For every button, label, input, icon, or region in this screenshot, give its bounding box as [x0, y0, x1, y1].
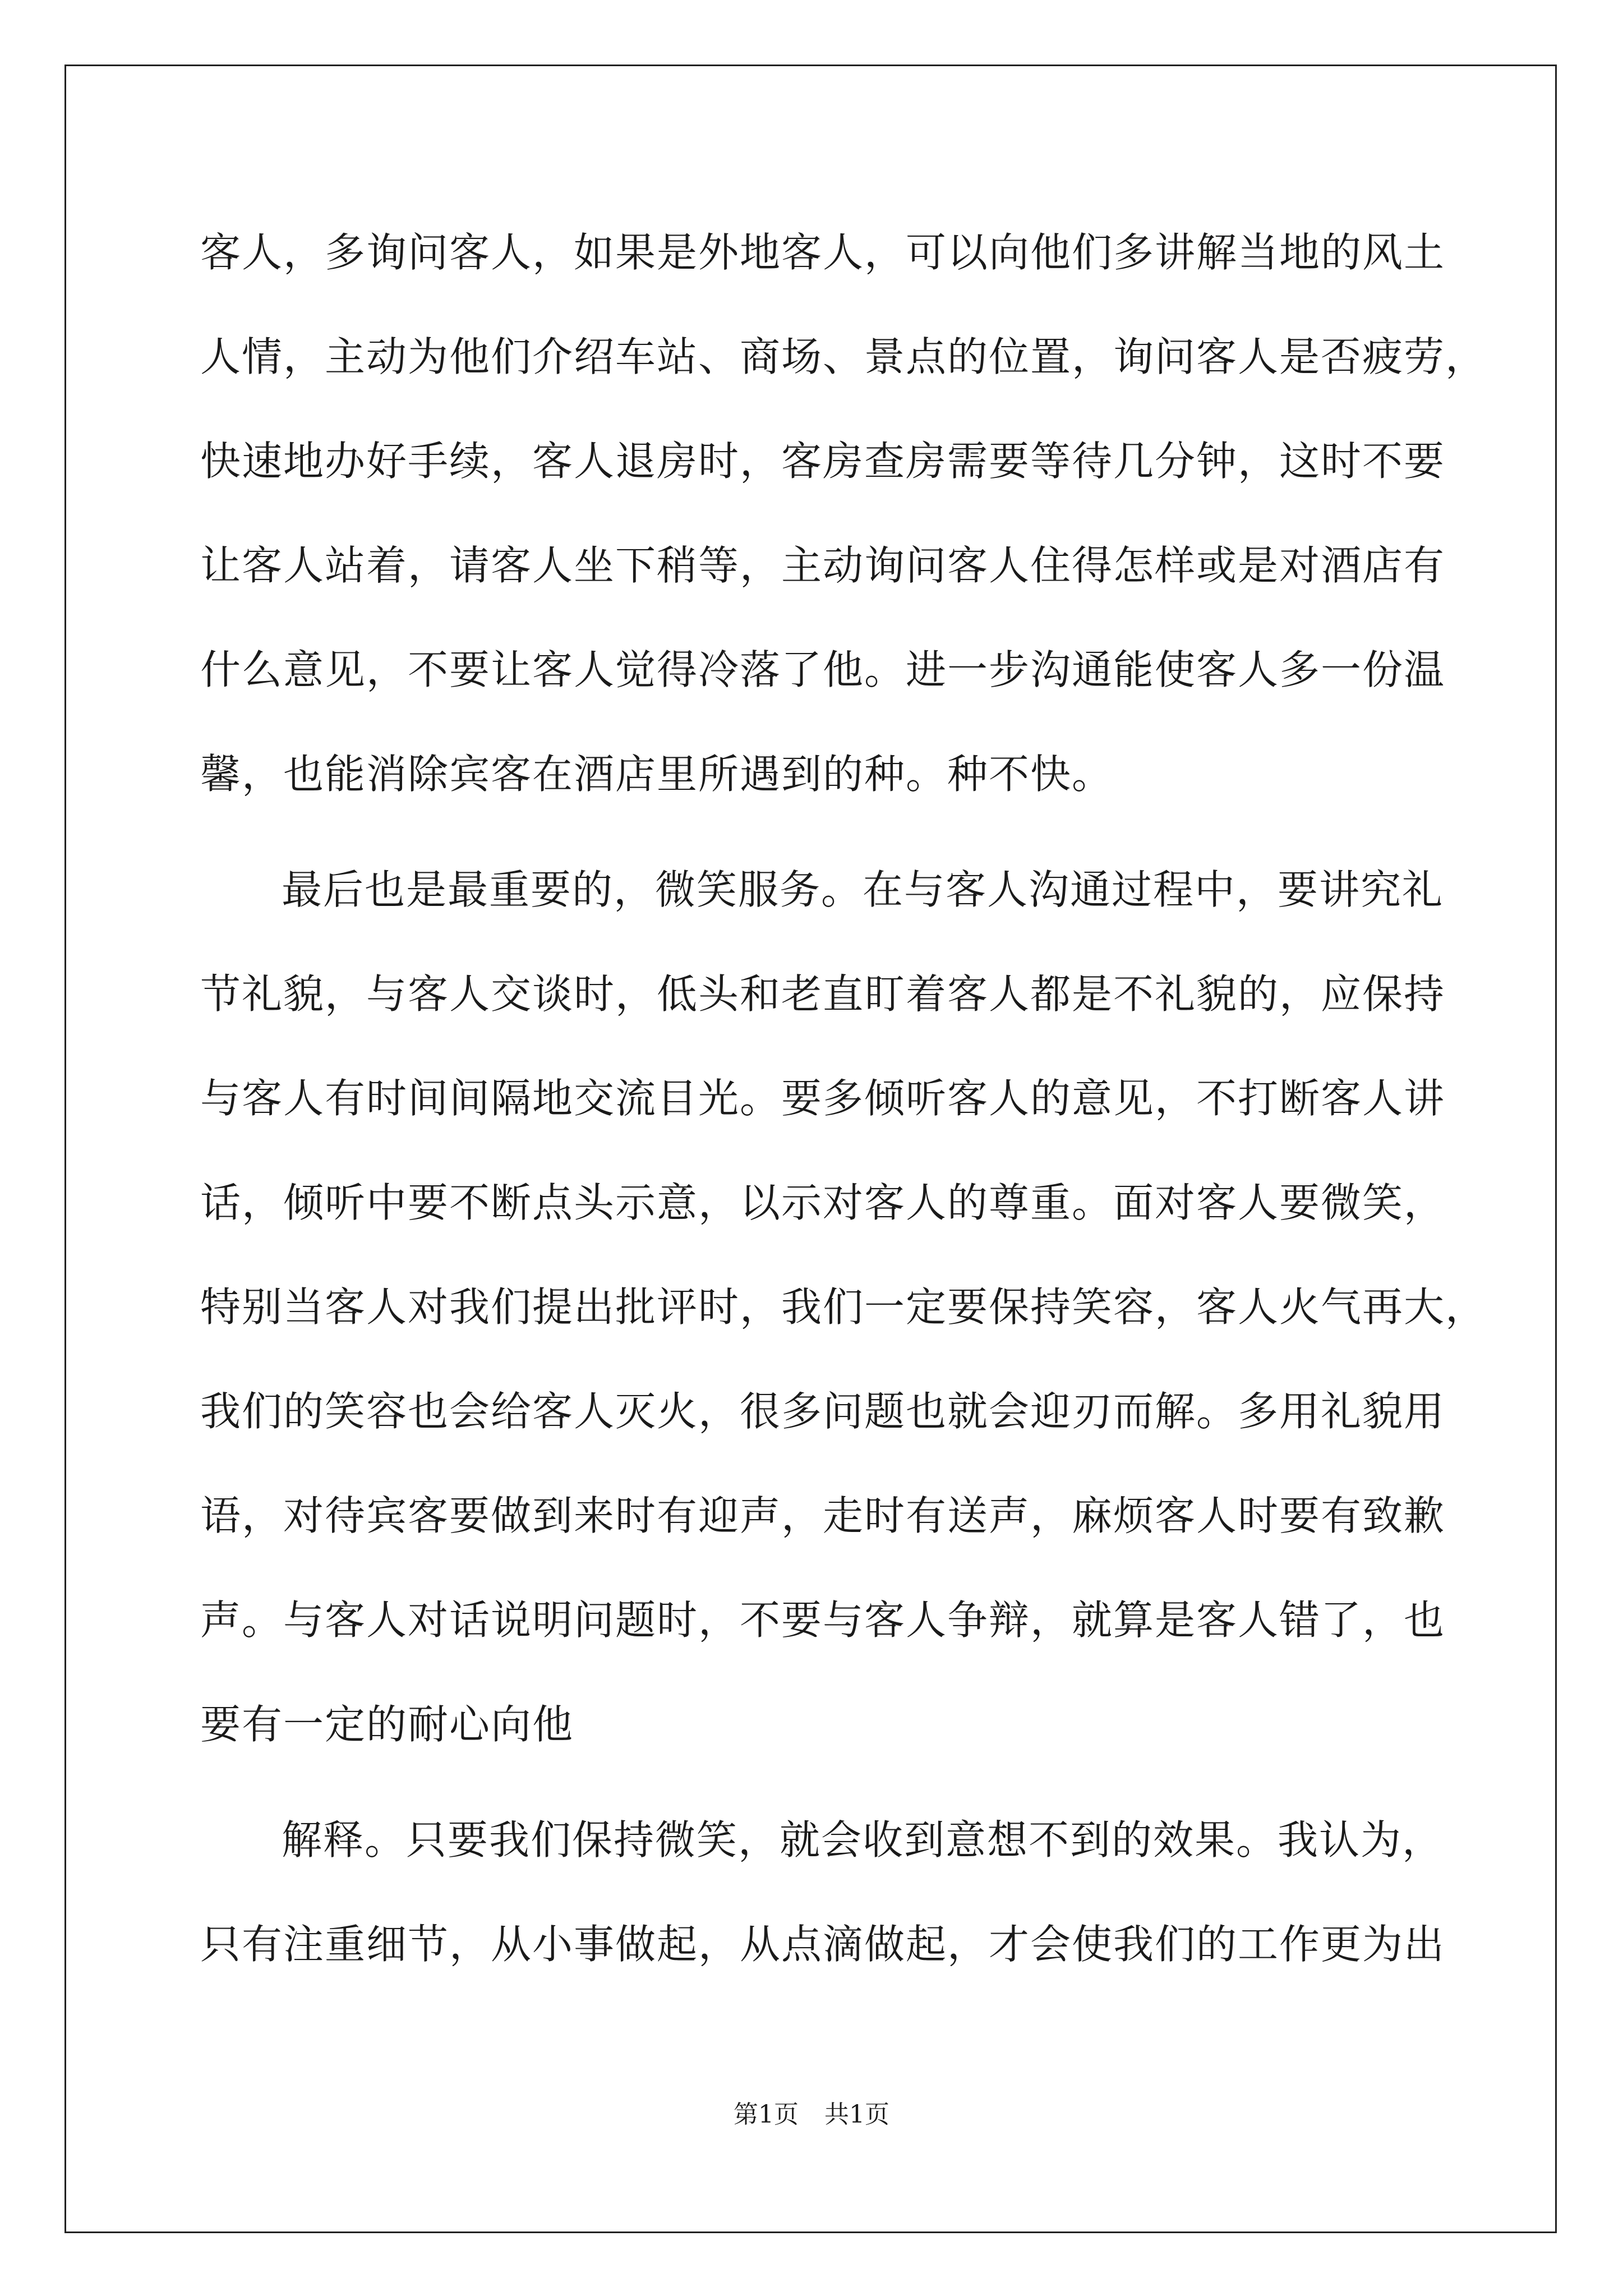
page-border [64, 65, 1557, 2233]
text-line: 语，对待宾客要做到来时有迎声，走时有送声，麻烦客人时要有致歉 [200, 1492, 1446, 1539]
text-line: 馨，也能消除宾客在酒店里所遇到的种。种不快。 [200, 751, 1114, 798]
text-line: 人情，主动为他们介绍车站、商场、景点的位置，询问客人是否疲劳， [200, 333, 1487, 380]
text-line: 快速地办好手续，客人退房时，客房查房需要等待几分钟，这时不要 [200, 438, 1446, 485]
text-line: 与客人有时间间隔地交流目光。要多倾听客人的意见，不打断客人讲 [200, 1075, 1446, 1122]
page-number: 第1页 [734, 2100, 799, 2129]
text-line: 要有一定的耐心向他 [200, 1701, 574, 1748]
page-total: 共1页 [824, 2100, 889, 2129]
text-line: 话，倾听中要不断点头示意，以示对客人的尊重。面对客人要微笑， [200, 1179, 1446, 1226]
paragraph-start-line: 解释。只要我们保持微笑，就会收到意想不到的效果。我认为， [282, 1816, 1444, 1864]
text-line: 让客人站着，请客人坐下稍等，主动询问客人住得怎样或是对酒店有 [200, 542, 1446, 589]
text-line: 什么意见，不要让客人觉得冷落了他。进一步沟通能使客人多一份温 [200, 646, 1446, 693]
page-footer [0, 2098, 1623, 2132]
text-line: 客人，多询问客人，如果是外地客人，可以向他们多讲解当地的风土 [200, 229, 1446, 276]
text-line: 只有注重细节，从小事做起，从点滴做起，才会使我们的工作更为出 [200, 1921, 1446, 1968]
text-line: 节礼貌，与客人交谈时，低头和老直盯着客人都是不礼貌的，应保持 [200, 970, 1446, 1018]
text-line: 特别当客人对我们提出批评时，我们一定要保持笑容，客人火气再大， [200, 1283, 1487, 1331]
paragraph-start-line: 最后也是最重要的，微笑服务。在与客人沟通过程中，要讲究礼 [282, 866, 1444, 913]
text-line: 我们的笑容也会给客人灭火，很多问题也就会迎刃而解。多用礼貌用 [200, 1388, 1446, 1435]
text-line: 声。与客人对话说明问题时，不要与客人争辩，就算是客人错了，也 [200, 1596, 1446, 1644]
